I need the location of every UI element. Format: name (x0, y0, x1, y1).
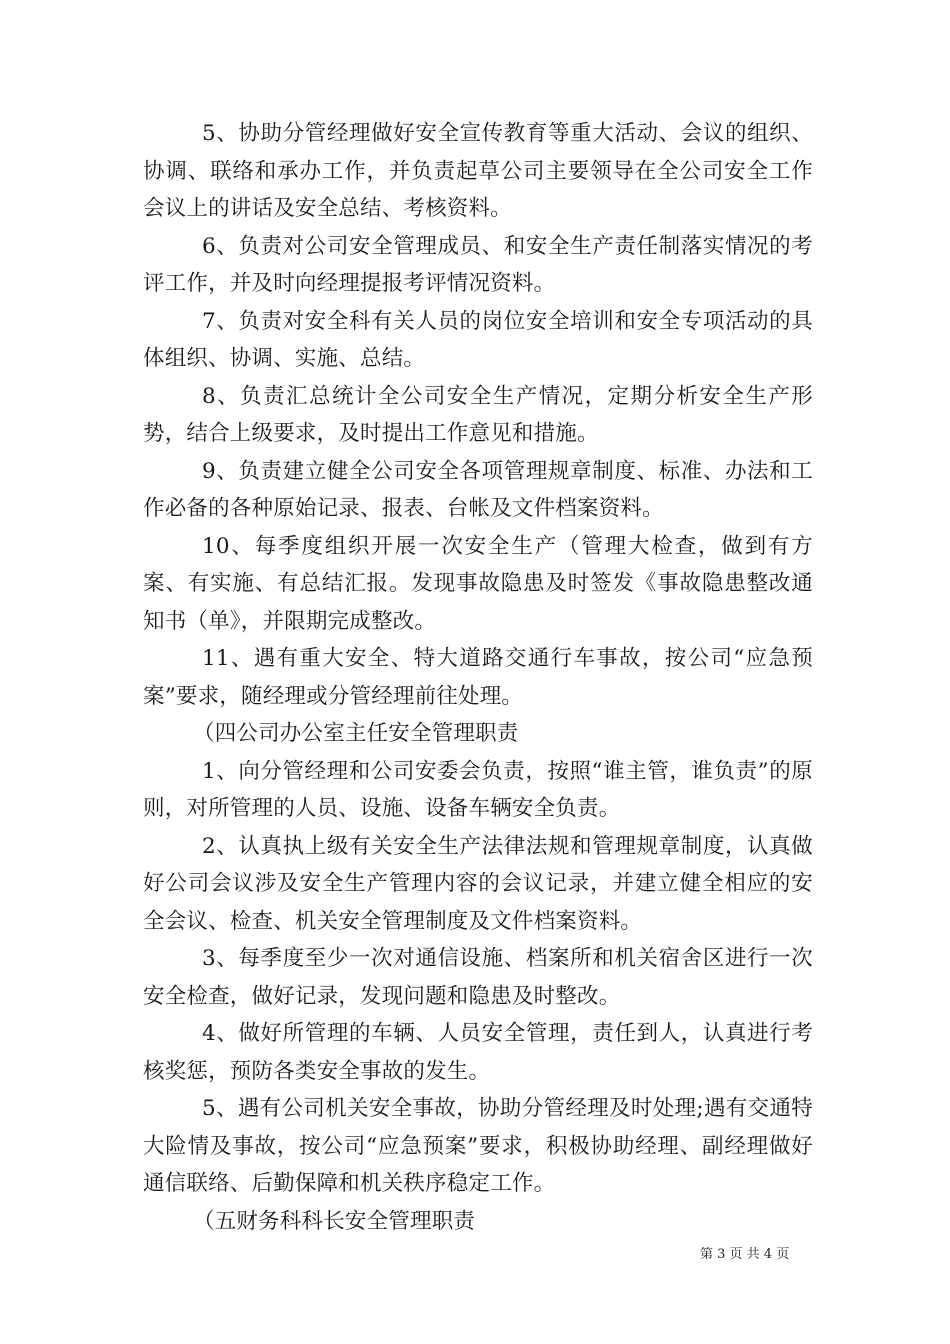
section-heading-finance-chief: （五财务科科长安全管理职责 (193, 1208, 476, 1234)
paragraph-office-item-3: 3、每季度至少一次对通信设施、档案所和机关宿舍区进行一次安全检查，做好记录，发现问题和隐患及时整改。 (143, 946, 813, 1009)
paragraph-item-7: 7、负责对安全科有关人员的岗位安全培训和安全专项活动的具体组织、协调、实施、总结。 (143, 308, 813, 371)
paragraph-item-6: 6、负责对公司安全管理成员、和安全生产责任制落实情况的考评工作，并及时向经理提报考评情况资料。 (143, 233, 813, 296)
paragraph-office-item-4: 4、做好所管理的车辆、人员安全管理，责任到人，认真进行考核奖惩，预防各类安全事故的发生。 (143, 1021, 813, 1084)
paragraph-office-item-5: 5、遇有公司机关安全事故，协助分管经理及时处理;遇有交通特大险情及事故，按公司“应急预案”要求，积极协助经理、副经理做好通信联络、后勤保障和机关秩序稳定工作。 (143, 1096, 813, 1196)
page-number-footer: 第 3 页 共 4 页 (700, 1247, 790, 1262)
document-body (143, 115, 813, 1240)
section-heading-office-director: （四公司办公室主任安全管理职责 (193, 721, 519, 746)
paragraph-item-8: 8、负责汇总统计全公司安全生产情况，定期分析安全生产形势，结合上级要求，及时提出工作意见和措施。 (143, 383, 813, 446)
paragraph-item-5: 5、协助分管经理做好安全宣传教育等重大活动、会议的组织、协调、联络和承办工作，并负责起草公司主要领导在全公司安全工作会议上的讲话及安全总结、考核资料。 (143, 121, 813, 221)
paragraph-office-item-2: 2、认真执上级有关安全生产法律法规和管理规章制度，认真做好公司会议涉及安全生产管理内容的会议记录，并建立健全相应的安全会议、检查、机关安全管理制度及文件档案资料。 (143, 833, 813, 934)
paragraph-item-10: 10、每季度组织开展一次安全生产（管理大检查，做到有方案、有实施、有总结汇报。发现事故隐患及时签发《事故隐患整改通知书（单》，并限期完成整改。 (143, 533, 813, 634)
paragraph-item-11: 11、遇有重大安全、特大道路交通行车事故，按公司“应急预案”要求，随经理或分管经理前往处理。 (143, 646, 813, 709)
paragraph-item-9: 9、负责建立健全公司安全各项管理规章制度、标准、办法和工作必备的各种原始记录、报表、台帐及文件档案资料。 (143, 458, 813, 521)
paragraph-office-item-1: 1、向分管经理和公司安委会负责，按照“谁主管，谁负责”的原则，对所管理的人员、设施、设备车辆安全负责。 (143, 758, 813, 821)
